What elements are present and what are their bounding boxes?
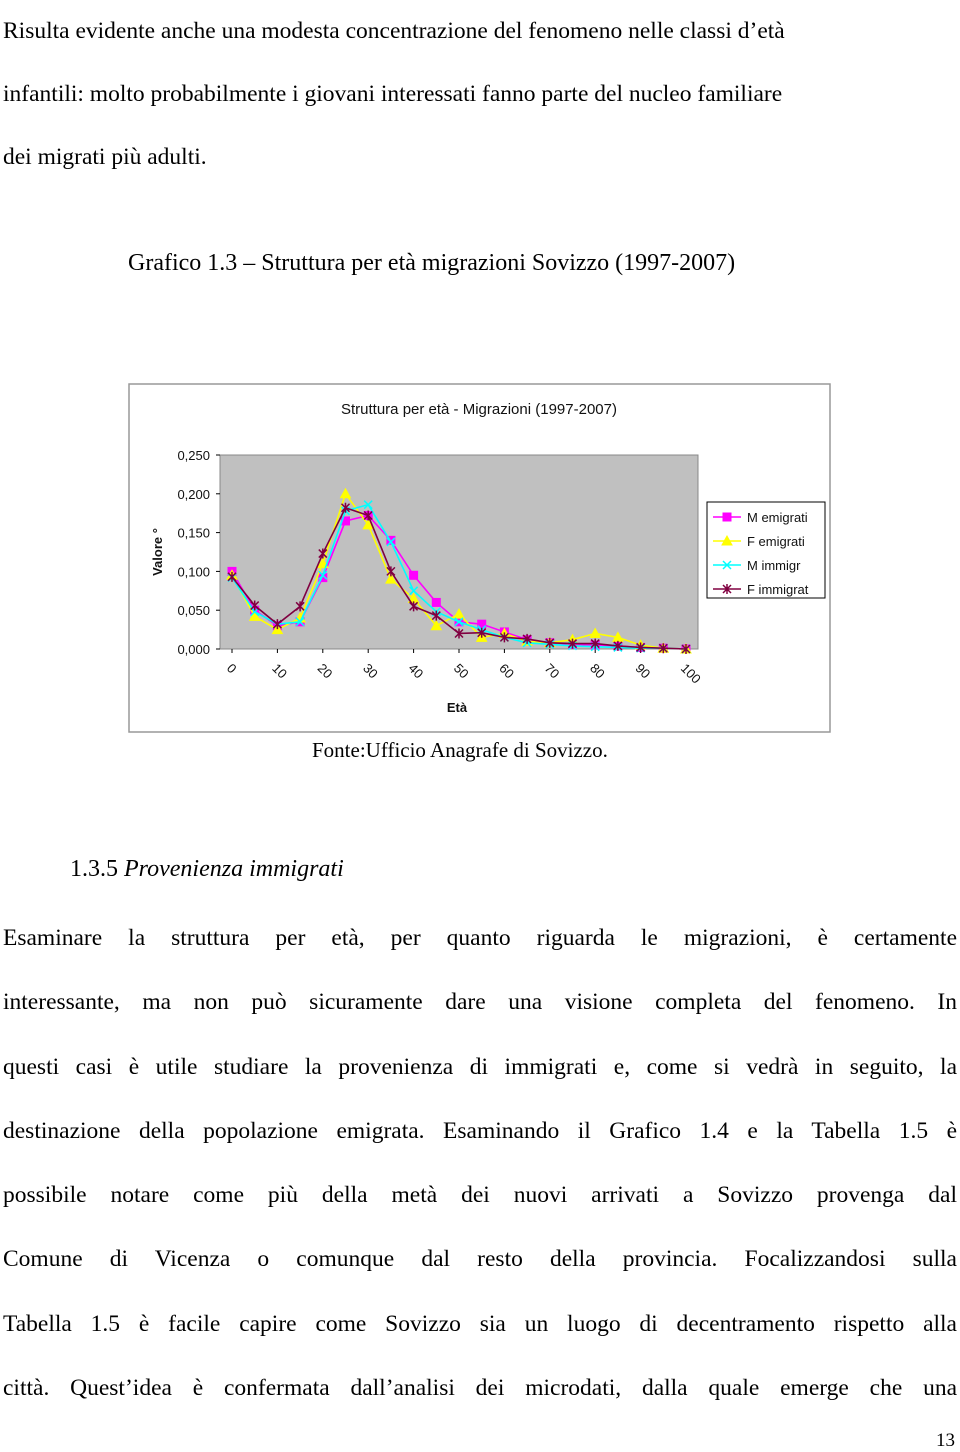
body-line: Esaminare la struttura per età, per quanto riguarda le migrazioni, è certamente [3,925,957,951]
body-line: Tabella 1.5 è facile capire come Sovizzo sia un luogo di decentramento rispetto alla [3,1310,957,1337]
y-tick-label: 0,100 [177,564,210,580]
y-tick-label: 0,200 [177,486,210,502]
intro-line: dei migrati più adulti. [3,144,207,170]
body-line: Comune di Vicenza o comunque dal resto della provincia. Focalizzandosi sulla [3,1246,957,1273]
x-axis-label: Età [446,700,468,715]
x-tick-label: 50 [450,660,472,682]
x-tick-label: 70 [541,660,563,682]
body-line: interessante, ma non può sicuramente dare una visione completa del fenomeno. In [3,989,957,1016]
body-paragraph [3,906,957,1420]
x-tick-label: 90 [632,660,654,682]
legend-marker [723,513,731,521]
legend-label: F immigrat [747,582,809,597]
chart-title: Struttura per età - Migrazioni (1997-2007) [341,401,617,418]
data-point-0 [432,598,440,606]
section-title: Provenienza immigrati [124,856,344,882]
body-line: questi casi è utile studiare la provenienza di immigrati e, come si vedrà in seguito, la [3,1053,957,1080]
body-line: possibile notare come più della metà dei nuovi arrivati a Sovizzo provenga dal [3,1182,957,1209]
legend-label: F emigrati [747,534,805,549]
x-tick-label: 80 [587,660,608,682]
y-tick-label: 0,250 [177,448,210,463]
figure-caption: Grafico 1.3 – Struttura per età migrazioni Sovizzo (1997-2007) [128,250,736,276]
y-tick-label: 0,000 [177,642,210,657]
x-tick-label: 100 [677,660,704,687]
intro-line: infantili: molto probabilmente i giovani interessati fanno parte del nucleo familiare [3,81,783,107]
body-line: città. Quest’idea è confermata dall’analisi dei microdati, dalla quale emerge che una [3,1375,957,1402]
y-tick-label: 0,050 [177,603,210,619]
legend-label: M emigrati [747,510,808,525]
intro-line: Risulta evidente anche una modesta concentrazione del fenomeno nelle classi d’età [3,18,785,44]
body-line: destinazione della popolazione emigrata. Esaminando il Grafico 1.4 e la Tabella 1.5 è [3,1117,957,1144]
x-tick-label: 20 [314,660,336,682]
x-tick-label: 40 [405,660,427,682]
x-tick-label: 0 [223,660,240,677]
legend-label: M immigr [747,558,801,573]
section-heading [70,856,344,883]
section-number: 1.3.5 [70,856,118,882]
x-tick-label: 10 [269,660,291,682]
y-tick-label: 0,150 [177,525,210,541]
x-tick-label: 30 [360,660,381,682]
y-axis-label: Valore ° [150,528,165,576]
figure-source: Fonte:Ufficio Anagrafe di Sovizzo. [312,738,608,762]
x-tick-label: 60 [496,660,518,682]
data-point-0 [410,571,418,579]
page-number: 13 [936,1430,955,1451]
